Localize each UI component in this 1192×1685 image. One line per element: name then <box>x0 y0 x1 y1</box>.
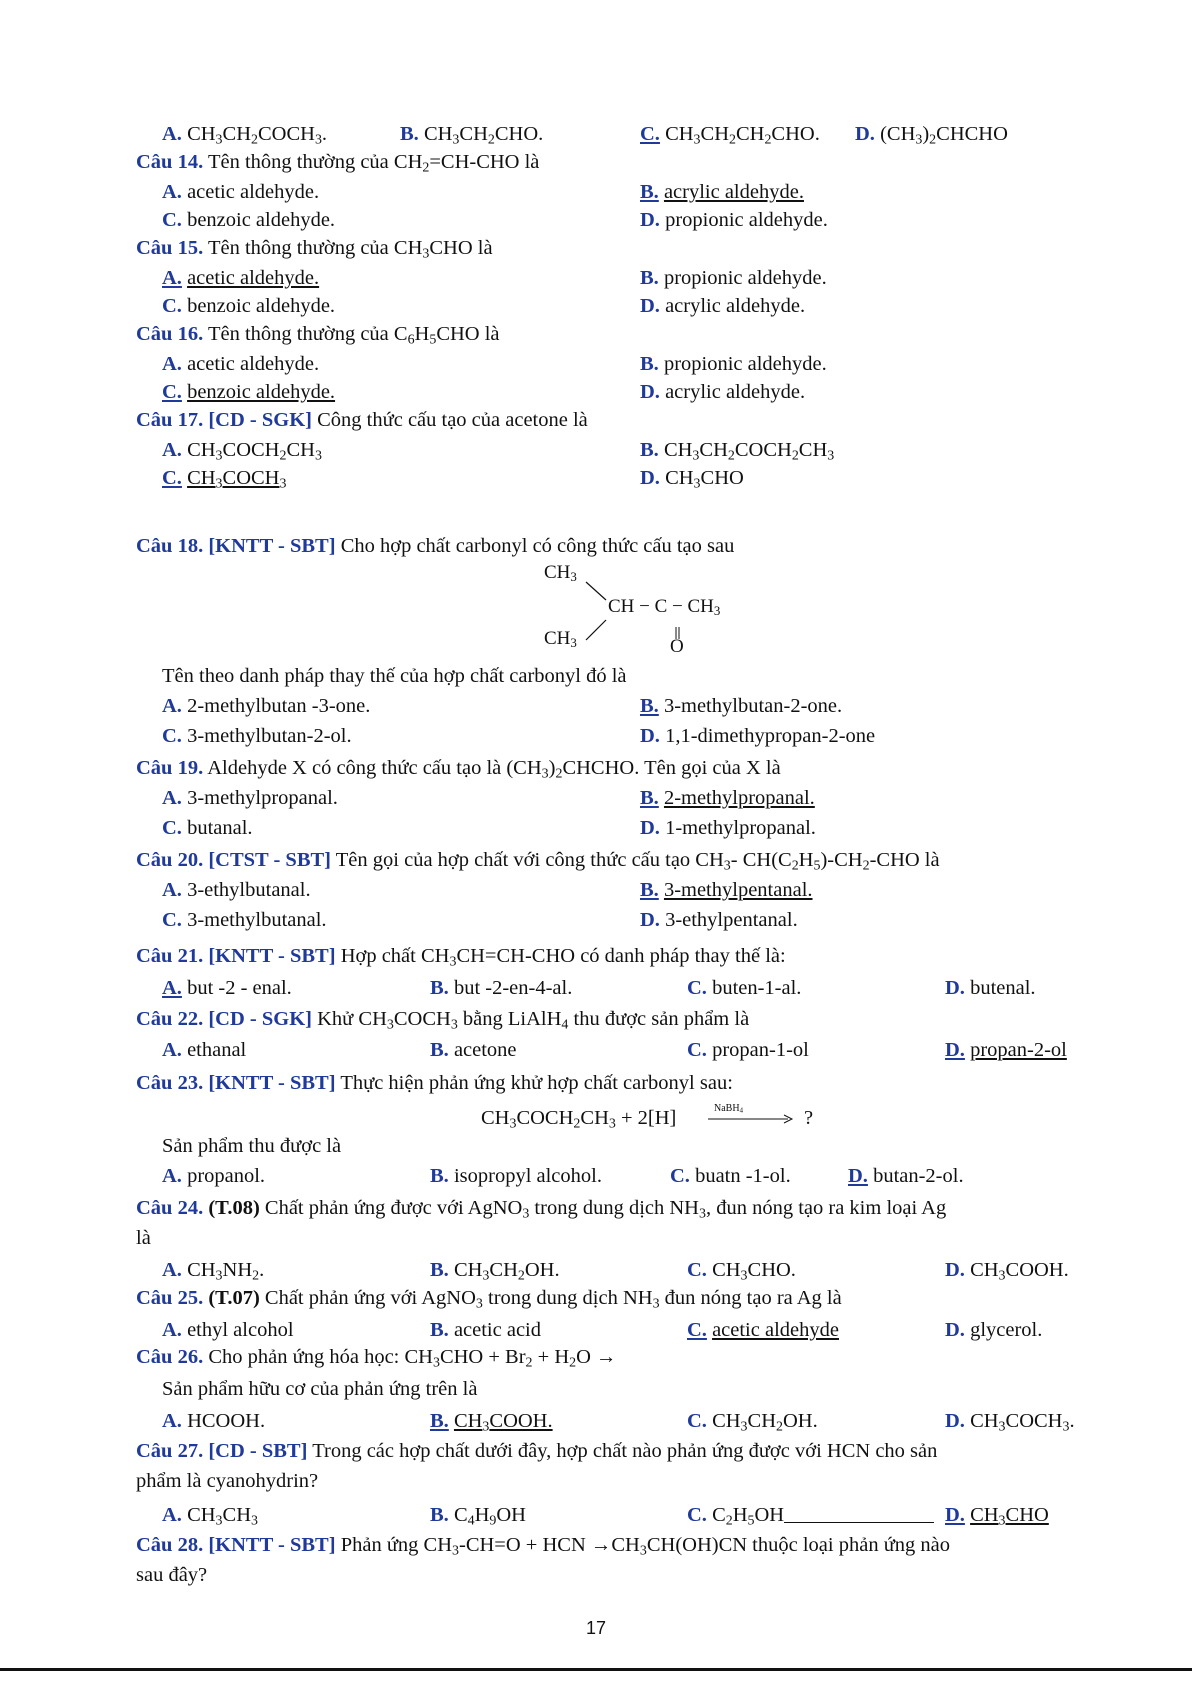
q18-structure <box>540 560 780 670</box>
q27-option-d: $CH_3CHO$ <box>970 1504 1049 1529</box>
q23-sub: Sản phẩm thu được là <box>162 1135 342 1157</box>
label-b: B. <box>430 1319 449 1341</box>
label-c: C. <box>687 1259 707 1281</box>
q21-option-c: buten-1-al. <box>712 977 802 999</box>
q24-option-b: $CH_3CH_2OH$. <box>453 1259 560 1284</box>
q17-number: Câu 17. <box>136 409 204 431</box>
label-d: D. <box>945 977 965 999</box>
q25-option-c: acetic aldehyde <box>712 1319 839 1341</box>
label-b-correct: B. <box>640 879 659 901</box>
label-d-correct: D. <box>945 1039 965 1061</box>
label-c: C. <box>670 1165 690 1187</box>
label-b: B. <box>430 1259 449 1281</box>
q24-text-2: là <box>136 1227 151 1249</box>
label-d: D. <box>640 381 660 403</box>
q22-option-d: propan-2-ol <box>970 1039 1067 1061</box>
q21-text: Hợp chất $CH_3CH=CH$-CHO có danh pháp thay thế là: <box>340 945 786 970</box>
label-b: B. <box>430 977 449 999</box>
q26-option-a: HCOOH. <box>187 1410 266 1432</box>
q22-text: Khử $CH_3COCH_3$ bằng LiAlH$_4$ thu được sản phẩm là <box>317 1008 750 1033</box>
label-a-correct: A. <box>162 977 182 999</box>
q23-number: Câu 23. <box>136 1072 204 1094</box>
q27-blank-line <box>784 1504 934 1523</box>
label-a: A. <box>162 1039 182 1061</box>
q16-stem <box>0 319 1192 349</box>
label-a-correct: A. <box>162 267 182 289</box>
q14-option-d: propionic aldehyde. <box>665 209 828 231</box>
label-a: A. <box>162 439 182 461</box>
label-d: D. <box>640 817 660 839</box>
q20-text: Tên gọi của hợp chất với công thức cấu tạo $CH_3-$ $CH(C_2H_5)-CH_2$-CHO là <box>335 849 940 874</box>
footer-rule <box>0 1668 1192 1671</box>
q20-option-d: 3-ethylpentanal. <box>665 909 798 931</box>
q26-option-d: $CH_3COCH_3$. <box>970 1410 1075 1435</box>
q27-option-c: $C_2H_5OH$ <box>712 1504 785 1529</box>
q28-number: Câu 28. <box>136 1534 204 1556</box>
q18-struct-top: $CH_3$ <box>544 562 577 585</box>
q23-option-a: propanol. <box>187 1165 266 1187</box>
q22-option-a: ethanal <box>187 1039 247 1061</box>
label-a: A. <box>162 181 182 203</box>
q27-source: [CD - SBT] <box>208 1440 308 1462</box>
q19-text: Aldehyde X có công thức cấu tạo là $(CH_3)_2CHCHO$. Tên gọi của X là <box>207 757 781 782</box>
q23-option-d: butan-2-ol. <box>873 1165 964 1187</box>
q27-options <box>0 1500 1192 1530</box>
label-a: A. <box>162 787 182 809</box>
q26-subtext <box>0 1374 1192 1404</box>
q21-option-a: but -2 - enal. <box>187 977 292 999</box>
label-d-correct: D. <box>945 1504 965 1526</box>
page-number: 17 <box>585 1618 607 1638</box>
q14-options-row1 <box>0 177 1192 207</box>
label-c: C. <box>687 1504 707 1526</box>
q16-option-a: acetic aldehyde. <box>187 353 320 375</box>
q14-option-b: acrylic aldehyde. <box>663 181 804 203</box>
q26-text: Cho phản ứng hóa học: $CH_3CHO + Br_2 + H_2O$ → <box>208 1346 617 1371</box>
q25-stem <box>0 1283 1192 1313</box>
q27-stem-cont <box>0 1466 1192 1496</box>
q18-struct-oxygen: O <box>670 636 684 657</box>
label-a: A. <box>162 695 182 717</box>
q26-options <box>0 1406 1192 1436</box>
q26-number: Câu 26. <box>136 1346 204 1368</box>
q15-option-b: propionic aldehyde. <box>663 267 827 289</box>
q21-stem <box>0 941 1192 971</box>
q17-option-a: $CH_3COCH_2CH_3$ <box>187 439 322 464</box>
q23-equation-lhs: $CH_3COCH_2CH_3 + 2[H]$ <box>481 1107 677 1132</box>
q17-stem <box>0 405 1192 435</box>
q19-option-a: 3-methylpropanal. <box>187 787 338 809</box>
label-b: B. <box>430 1039 449 1061</box>
q22-source: [CD - SGK] <box>208 1008 312 1030</box>
q22-option-c: propan-1-ol <box>712 1039 809 1061</box>
q19-number: Câu 19. <box>136 757 204 779</box>
q18-subtext <box>0 661 1192 691</box>
q26-sub: Sản phẩm hữu cơ của phản ứng trên là <box>162 1378 478 1400</box>
q19-options-row2 <box>0 813 1192 843</box>
q25-source: (T.07) <box>208 1287 260 1309</box>
label-b-correct: B. <box>640 695 659 717</box>
q14-options-row2 <box>0 205 1192 235</box>
q13-option-b: $CH_3CH_2CHO$. <box>423 123 544 148</box>
q20-number: Câu 20. <box>136 849 204 871</box>
q20-source: [CTST - SBT] <box>208 849 332 871</box>
q21-option-d: butenal. <box>970 977 1036 999</box>
q21-options <box>0 973 1192 1003</box>
q14-option-c: benzoic aldehyde. <box>187 209 336 231</box>
label-c: C. <box>687 1039 707 1061</box>
q18-options-row2 <box>0 721 1192 751</box>
q14-option-a: acetic aldehyde. <box>187 181 320 203</box>
q21-number: Câu 21. <box>136 945 204 967</box>
q22-stem <box>0 1004 1192 1034</box>
q24-stem <box>0 1193 1192 1223</box>
q20-option-a: 3-ethylbutanal. <box>187 879 311 901</box>
q26-stem <box>0 1342 1192 1372</box>
label-b-correct: B. <box>640 787 659 809</box>
label-d: D. <box>855 123 875 145</box>
q17-text: Công thức cấu tạo của acetone là <box>317 409 588 431</box>
label-b: B. <box>430 1504 449 1526</box>
label-c: C. <box>162 817 182 839</box>
q16-option-d: acrylic aldehyde. <box>665 381 806 403</box>
q25-number: Câu 25. <box>136 1287 204 1309</box>
q23-equation <box>0 1103 1192 1133</box>
label-b: B. <box>640 353 659 375</box>
q18-struct-mid: CH − $C - CH_3$ <box>608 596 721 619</box>
q22-options <box>0 1035 1192 1065</box>
label-a: A. <box>162 879 182 901</box>
q28-source: [KNTT - SBT] <box>208 1534 336 1556</box>
label-b: B. <box>640 439 659 461</box>
q23-stem <box>0 1068 1192 1098</box>
q23-option-c: buatn -1-ol. <box>695 1165 791 1187</box>
q23-arrow-icon <box>706 1113 796 1125</box>
label-d: D. <box>640 725 660 747</box>
q21-source: [KNTT - SBT] <box>208 945 336 967</box>
q18-option-c: 3-methylbutan-2-ol. <box>187 725 352 747</box>
q27-number: Câu 27. <box>136 1440 204 1462</box>
q18-struct-bottom: $CH_3$ <box>544 628 577 651</box>
q17-options-row1 <box>0 435 1192 465</box>
q14-text: Tên thông thường của $CH_2=CH$-CHO là <box>207 151 540 176</box>
q24-options <box>0 1255 1192 1285</box>
label-c: C. <box>162 725 182 747</box>
q24-source: (T.08) <box>208 1197 260 1219</box>
q25-options <box>0 1315 1192 1345</box>
q15-option-d: acrylic aldehyde. <box>665 295 806 317</box>
q17-options-row2 <box>0 463 1192 493</box>
q18-option-b: 3-methylbutan-2-one. <box>663 695 843 717</box>
q24-option-d: $CH_3COOH$. <box>970 1259 1069 1284</box>
label-b: B. <box>400 123 419 145</box>
label-b: B. <box>640 267 659 289</box>
q16-text: Tên thông thường của $C_6H_5CHO$ là <box>207 323 500 348</box>
label-d: D. <box>640 209 660 231</box>
label-b-correct: B. <box>640 181 659 203</box>
q18-sub: Tên theo danh pháp thay thế của hợp chất carbonyl đó là <box>162 665 627 687</box>
q13-option-a: $CH_3CH_2COCH_3$. <box>187 123 328 148</box>
q28-stem <box>0 1530 1192 1560</box>
q19-option-d: 1-methylpropanal. <box>665 817 816 839</box>
q23-reagent: NaBH$_4$ <box>714 1103 743 1115</box>
q15-option-a: acetic aldehyde. <box>187 267 320 289</box>
q20-options-row2 <box>0 905 1192 935</box>
q19-option-c: butanal. <box>187 817 253 839</box>
q28-text: Phản ứng $CH_3-CH=O$ + HCN $\to CH_3CH(OH)CN$ thuộc loại phản ứng nào <box>340 1534 951 1559</box>
q25-option-b: acetic acid <box>453 1319 541 1341</box>
q17-option-d: $CH_3CHO$ <box>665 467 744 492</box>
q20-stem <box>0 845 1192 875</box>
q27-stem <box>0 1436 1192 1466</box>
label-d: D. <box>945 1319 965 1341</box>
q23-subtext <box>0 1131 1192 1161</box>
q24-text: Chất phản ứng được với AgNO$_3$ trong dung dịch $NH_3$, đun nóng tạo ra kim loại Ag <box>264 1197 947 1222</box>
q19-options-row1 <box>0 783 1192 813</box>
label-d: D. <box>640 295 660 317</box>
label-c-correct: C. <box>162 467 182 489</box>
q24-stem-cont <box>0 1223 1192 1253</box>
label-c: C. <box>687 977 707 999</box>
q15-options-row1 <box>0 263 1192 293</box>
q15-stem <box>0 233 1192 263</box>
q13-option-c: $CH_3CH_2CH_2CHO$. <box>665 123 820 148</box>
q25-text: Chất phản ứng với AgNO$_3$ trong dung dịch $NH_3$ đun nóng tạo ra Ag là <box>264 1287 842 1312</box>
label-d: D. <box>640 467 660 489</box>
label-b-correct: B. <box>430 1410 449 1432</box>
q17-source: [CD - SGK] <box>208 409 312 431</box>
label-c: C. <box>162 295 182 317</box>
q16-options-row2 <box>0 377 1192 407</box>
q24-option-a: $CH_3NH_2$. <box>187 1259 265 1284</box>
q13-options <box>0 119 1192 149</box>
q16-number: Câu 16. <box>136 323 204 345</box>
q28-stem-cont <box>0 1560 1192 1590</box>
q23-text: Thực hiện phản ứng khử hợp chất carbonyl sau: <box>340 1072 733 1094</box>
label-a: A. <box>162 1165 182 1187</box>
label-d: D. <box>640 909 660 931</box>
q16-option-b: propionic aldehyde. <box>663 353 827 375</box>
q17-option-b: $CH_3CH_2COCH_2CH_3$ <box>663 439 835 464</box>
label-a: A. <box>162 353 182 375</box>
label-d-correct: D. <box>848 1165 868 1187</box>
q27-option-b: $C_4H_9OH$ <box>453 1504 526 1529</box>
label-b: B. <box>430 1165 449 1187</box>
label-c: C. <box>162 909 182 931</box>
q20-option-c: 3-methylbutanal. <box>187 909 327 931</box>
label-c-correct: C. <box>687 1319 707 1341</box>
q17-option-c: $CH_3COCH_3$ <box>187 467 287 492</box>
q15-text: Tên thông thường của $CH_3CHO$ là <box>207 237 493 262</box>
q23-option-b: isopropyl alcohol. <box>453 1165 602 1187</box>
q24-number: Câu 24. <box>136 1197 204 1219</box>
q14-stem <box>0 147 1192 177</box>
q16-options-row1 <box>0 349 1192 379</box>
q15-option-c: benzoic aldehyde. <box>187 295 336 317</box>
q23-product: ? <box>804 1107 814 1129</box>
label-c-correct: C. <box>162 381 182 403</box>
q27-text-2: phẩm là cyanohydrin? <box>136 1470 319 1492</box>
label-d: D. <box>945 1259 965 1281</box>
q26-option-b: $CH_3COOH$. <box>453 1410 553 1435</box>
q21-option-b: but -2-en-4-al. <box>453 977 573 999</box>
q18-text: Cho hợp chất carbonyl có công thức cấu tạo sau <box>340 535 735 557</box>
q22-option-b: acetone <box>453 1039 517 1061</box>
q18-number: Câu 18. <box>136 535 204 557</box>
q14-number: Câu 14. <box>136 151 204 173</box>
q15-options-row2 <box>0 291 1192 321</box>
q18-options-row1 <box>0 691 1192 721</box>
q20-option-b: 3-methylpentanal. <box>663 879 813 901</box>
q27-text: Trong các hợp chất dưới đây, hợp chất nào phản ứng được với HCN cho sản <box>312 1440 938 1462</box>
q16-option-c: benzoic aldehyde. <box>187 381 336 403</box>
q25-option-d: glycerol. <box>970 1319 1043 1341</box>
q23-source: [KNTT - SBT] <box>208 1072 336 1094</box>
label-a: A. <box>162 1259 182 1281</box>
label-a: A. <box>162 1410 182 1432</box>
q18-option-d: 1,1-dimethypropan-2-one <box>665 725 876 747</box>
q18-stem <box>0 531 1192 561</box>
label-c-correct: C. <box>640 123 660 145</box>
label-a: A. <box>162 123 182 145</box>
q22-number: Câu 22. <box>136 1008 204 1030</box>
q28-text-2: sau đây? <box>136 1564 208 1586</box>
label-a: A. <box>162 1504 182 1526</box>
q13-option-d: $(CH_3)_2CHCHO$ <box>880 123 1008 148</box>
label-c: C. <box>687 1410 707 1432</box>
q19-stem <box>0 753 1192 783</box>
q26-option-c: $CH_3CH_2OH$. <box>712 1410 818 1435</box>
q24-option-c: $CH_3CHO$. <box>712 1259 796 1284</box>
q19-option-b: 2-methylpropanal. <box>663 787 815 809</box>
q20-options-row1 <box>0 875 1192 905</box>
q18-source: [KNTT - SBT] <box>208 535 336 557</box>
q25-option-a: ethyl alcohol <box>187 1319 294 1341</box>
label-c: C. <box>162 209 182 231</box>
q23-options <box>0 1161 1192 1191</box>
label-a: A. <box>162 1319 182 1341</box>
label-d: D. <box>945 1410 965 1432</box>
q27-option-a: $CH_3CH_3$ <box>187 1504 258 1529</box>
q15-number: Câu 15. <box>136 237 204 259</box>
q18-option-a: 2-methylbutan -3-one. <box>187 695 371 717</box>
